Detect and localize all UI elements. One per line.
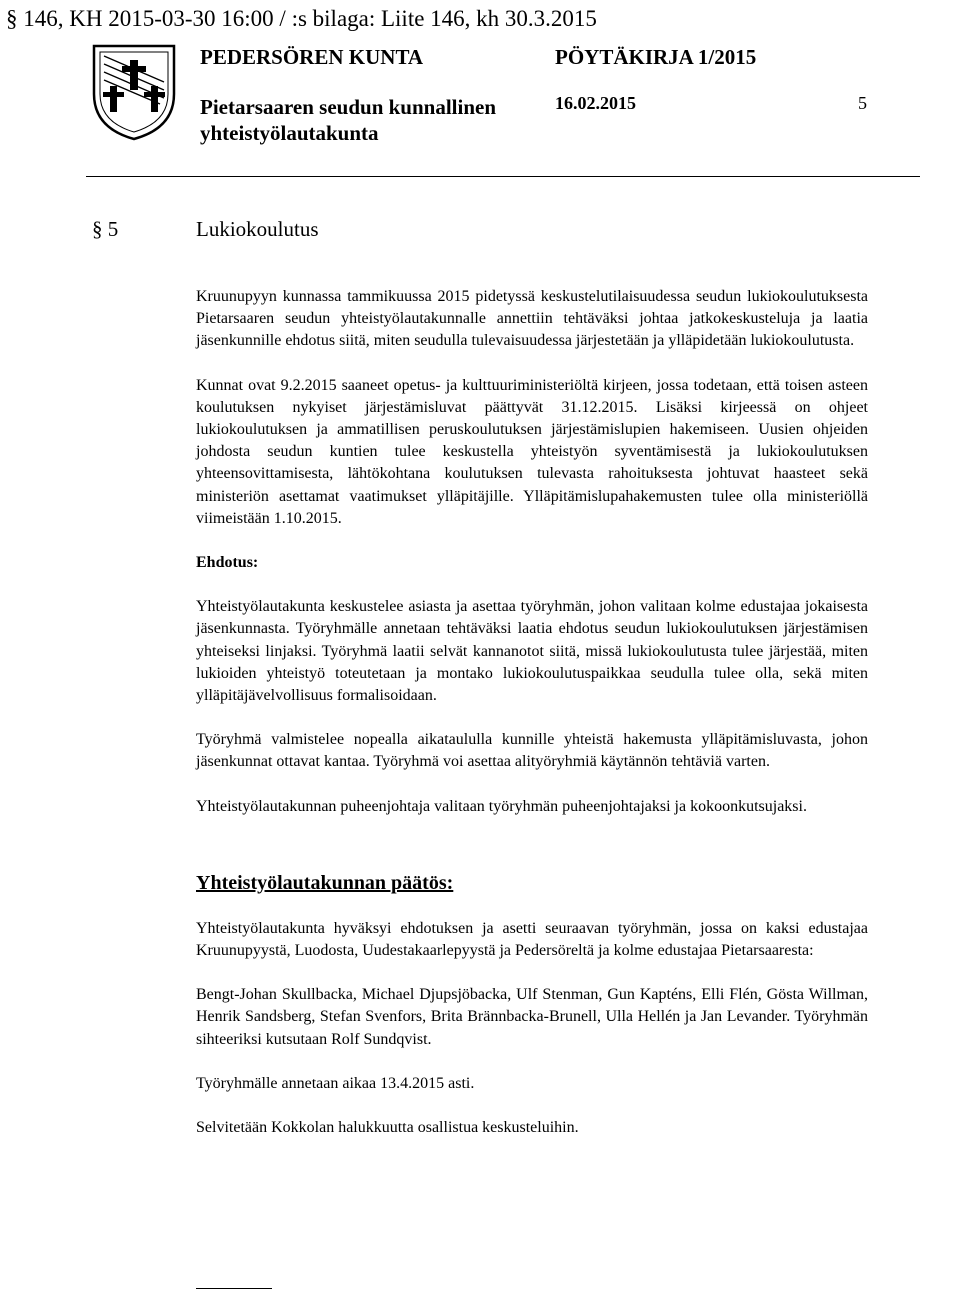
paragraph-decision: Yhteistyölautakunta hyväksyi ehdotuksen ja asetti seuraavan työryhmän, jossa on kaksi edustajaa Kruunupyystä, Luodosta, Uudestakaarlepyystä ja Pedersöreltä ja kolme edustajaa Pietarsaaresta: <box>196 919 868 960</box>
paragraph-kokkola: Selvitetään Kokkolan halukkuutta osallistua keskusteluihin. <box>196 1119 579 1137</box>
section-number: § 5 <box>92 217 119 241</box>
page-number: 5 <box>858 93 867 113</box>
municipality-name: PEDERSÖREN KUNTA <box>200 45 424 69</box>
municipal-crest-icon <box>90 42 178 142</box>
section-title: Lukiokoulutus <box>196 217 319 241</box>
decision-heading: Yhteistyölautakunnan päätös: <box>196 871 454 894</box>
paragraph-background: Kruunupyyn kunnassa tammikuussa 2015 pidetyssä keskustelutilaisuudessa seudun lukiokoulutuksesta Pietarsaaren seudun yhteistyölautakunnalle annettiin tehtäväksi johtaa jatkokeskusteluja ja laatia jäsenkunnille ehdotus siitä, miten seudulla tulevaisuudessa järjestetään ja ylläpidetään lukiokoulutusta. <box>196 288 868 350</box>
signature-line <box>196 1288 272 1289</box>
paragraph-ministry-letter: Kunnat ovat 9.2.2015 saaneet opetus- ja kulttuuriministeriöltä kirjeen, jossa todetaan, että toisen asteen koulutuksen nykyiset järjestämisluvat päättyvät 31.12.2015. Lisäksi kirjeessä on ohjeet lukiokoulutuksen ja ammatillisen peruskoulutuksen järjestämislupien hakemiseen. Uusien ohjeiden johdosta seudun kuntien tulee keskustella yhteistyön syventämisestä ja lukiokoulutuksen yhteensovittamisesta, lähtökohtana koulutuksen tulevasta rahoituksesta johtuvat haasteet sekä ministeriön asettamat vaatimukset ylläpitäjille. Ylläpitämislupahakemusten tulee olla ministeriöllä viimeistään 1.10.2015. <box>196 376 868 527</box>
board-name: Pietarsaaren seudun kunnallinen yhteistyölautakunta <box>200 95 497 145</box>
paragraph-members: Bengt-Johan Skullbacka, Michael Djupsjöbacka, Ulf Stenman, Gun Kapténs, Elli Flén, Gösta Willman, Henrik Sandsberg, Stefan Svenfors, Brita Brännbacka-Brunell, Ulla Hellén ja Jan Levander. Työryhmän sihteeriksi kutsutaan Rolf Sundqvist. <box>196 986 868 1048</box>
minutes-number: PÖYTÄKIRJA 1/2015 <box>555 45 757 69</box>
header-divider <box>86 176 920 177</box>
meeting-date: 16.02.2015 <box>555 93 636 113</box>
document-body <box>196 286 868 1139</box>
paragraph-deadline: Työryhmälle annetaan aikaa 13.4.2015 asti. <box>196 1074 475 1092</box>
section-heading <box>92 216 319 242</box>
proposal-heading: Ehdotus: <box>196 554 259 572</box>
paragraph-working-group: Työryhmä valmistelee nopealla aikataululla kunnille yhteistä hakemusta ylläpitämisluvasta, johon jäsenkunnat ottavat kantaa. Työryhmä voi asettaa alityöryhmiä käytännön tehtäviä varten. <box>196 731 868 771</box>
attachment-header: § 146, KH 2015-03-30 16:00 / :s bilaga: Liite 146, kh 30.3.2015 <box>6 6 597 31</box>
paragraph-chair: Yhteistyölautakunnan puheenjohtaja valitaan työryhmän puheenjohtajaksi ja kokoonkutsujaksi. <box>196 797 807 815</box>
paragraph-proposal: Yhteistyölautakunta keskustelee asiasta ja asettaa työryhmän, johon valitaan kolme edustajaa jokaisesta jäsenkunnasta. Työryhmälle annetaan tehtäväksi laatia ehdotus seudun lukiokoulutuksen järjestämisen yhteiseksi linjaksi. Työryhmä laatii selvät kannanotot siitä, missä lukiokoulutusta tulee järjestää, miten lukioiden yhteistyö toteutetaan ja montako lukiokoulutuspaikkaa seudulla tulee olla, sekä miten ylläpitäjävelvollisuus formalisoidaan. <box>196 598 868 705</box>
